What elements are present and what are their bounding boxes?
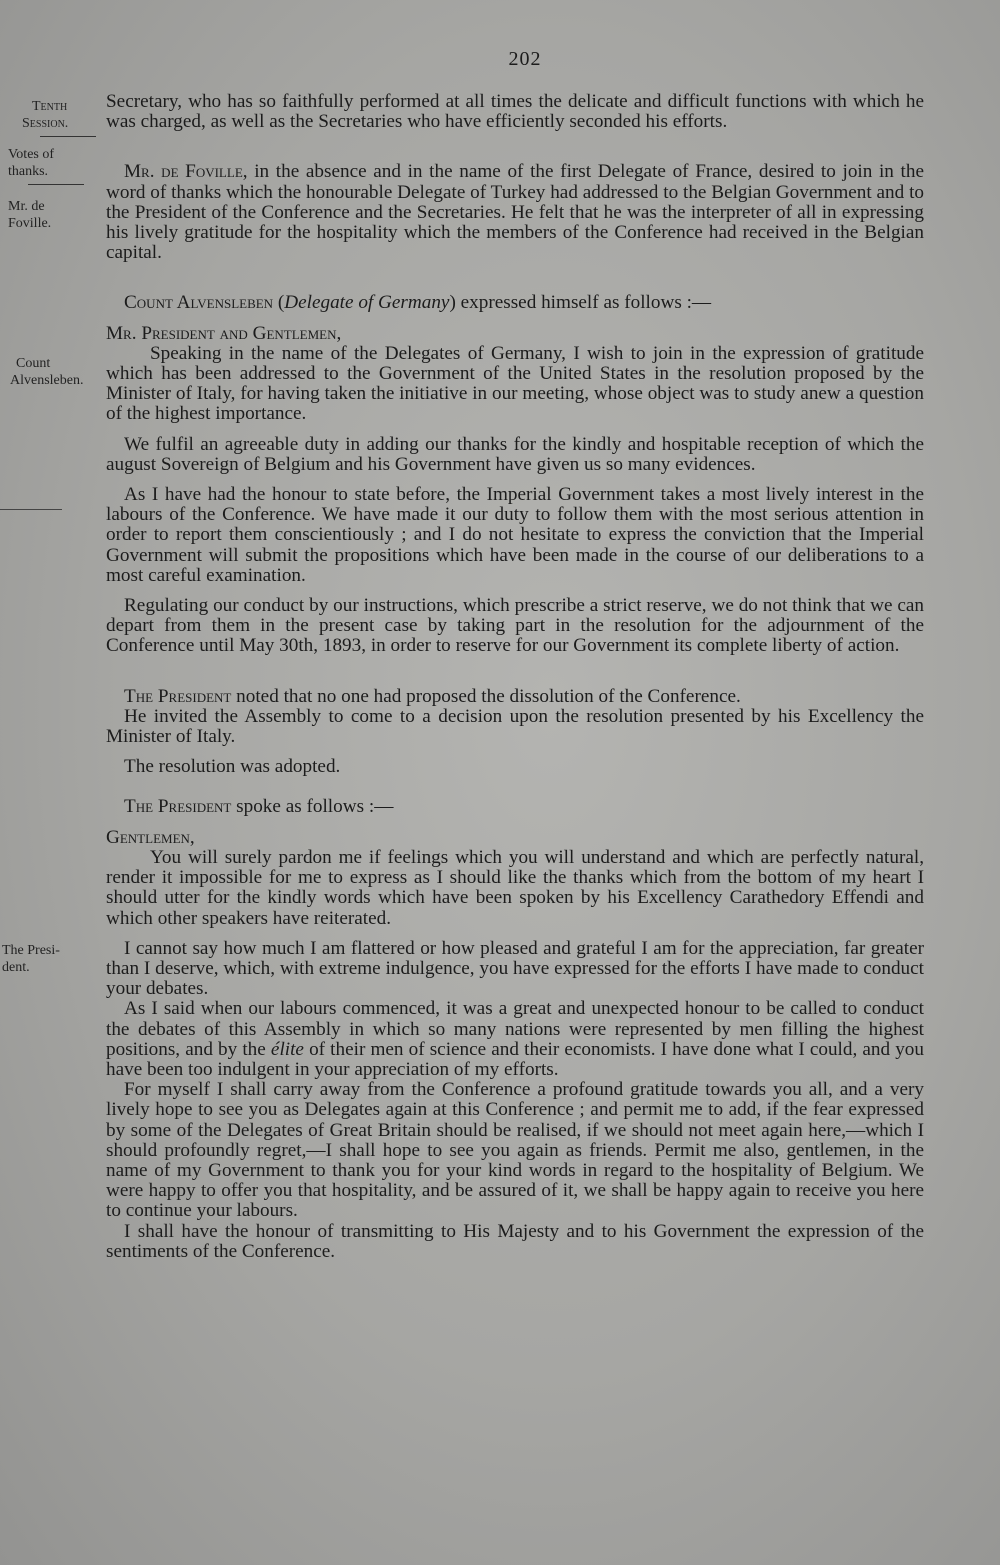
- paragraph-labours-commenced: [106, 999, 924, 1080]
- paren-open: (: [273, 292, 285, 314]
- margin-note-votes-line-1: Votes of: [8, 147, 55, 162]
- paragraph-president-noted: [106, 687, 924, 707]
- margin-note-president-line-2: dent.: [2, 960, 30, 975]
- margin-note-votes-line-2: thanks.: [8, 164, 49, 179]
- salutation-gentlemen: Gentlemen,: [106, 826, 195, 848]
- delegate-of-germany: Delegate of Germany: [284, 292, 450, 314]
- margin-note-session-line-2: Session.: [22, 116, 69, 131]
- paragraph-alvensleben-intro: [106, 293, 924, 313]
- paragraph-labours-commenced-a: As I said when our labours commenced, it was a great and unexpected honour to be called to conduct the debates of this Assembly in which so many nations were represented by men filling the highest positions, and by the: [106, 998, 924, 1060]
- margin-note-count: [10, 355, 110, 389]
- margin-note-foville-line-1: Mr. de: [8, 199, 45, 214]
- paragraph-resolution-adopted: The resolution was adopted.: [124, 756, 341, 778]
- paragraph-alvensleben-intro-text: ) expressed himself as follows :—: [449, 292, 712, 314]
- margin-note-session-line-1: Tenth: [32, 99, 68, 114]
- margin-note-count-line-2: Alvensleben.: [10, 373, 84, 388]
- paragraph-foville-text: in the absence and in the name of the first Delegate of France, desired to join in the word of thanks which the honourable Delegate of Turkey had addressed to the Belgian Government and to the President of the Conference and the Secretaries. He felt that he was the interpreter of all in expressing his lively gratitude for the hospitality which the members of the Conference had received in the Belgian capital.: [106, 161, 924, 264]
- margin-note-foville: [8, 198, 108, 232]
- margin-note-votes: [8, 146, 108, 189]
- page-number: 202: [508, 48, 542, 70]
- paragraph-speaking: Speaking in the name of the Delegates of Germany, I wish to join in the expression of gratitude which has been addressed to the Government of the United States in the resolution proposed by the Minister of Italy, for having taken the initiative in our meeting, whose object was to study anew a question of the highest importance.: [106, 342, 924, 425]
- margin-note-foville-line-2: Foville.: [8, 216, 52, 231]
- paragraph-regulating: Regulating our conduct by our instructions, which prescribe a strict reserve, we do not think that we can depart from them in the present case by taking part in the resolution for the adjournment of the Conference until May 30th, 1893, in order to reserve for our Government its complete liberty of action.: [106, 595, 924, 657]
- body-text: [106, 92, 924, 1262]
- paragraph-flattered: I cannot say how much I am flattered or how pleased and grateful I am for the appreciation, far greater than I deserve, which, with extreme indulgence, you have expressed for the efforts I have made to conduct your debates.: [106, 937, 924, 1000]
- speaker-president: The President: [124, 796, 232, 818]
- elite-word: élite: [270, 1038, 304, 1060]
- paragraph-imperial: As I have had the honour to state before, the Imperial Government takes a most lively interest in the labours of the Conference. We have made it our duty to follow them with the most serious attention in order to report them conscientiously ; and I do not hesitate to express the conviction that the Imperial Government will submit the propositions which have been made in the course of our deliberations to a most careful examination.: [106, 484, 924, 586]
- margin-note-count-line-1: Count: [16, 356, 51, 371]
- paragraph-secretary: Secretary, who has so faithfully performed at all times the delicate and difficult functions with which he was charged, as well as the Secretaries who have efficiently seconded his efforts.: [106, 91, 924, 133]
- paragraph-pardon: You will surely pardon me if feelings which you will understand and which are perfectly natural, render it impossible for me to express as I should like the thanks which from the bottom of my heart I should utter for the kindly words which have been spoken by his Excellency Carathedory Effendi and which other speakers have reiterated.: [106, 846, 924, 929]
- paragraph-for-myself: For myself I shall carry away from the Conference a profound gratitude towards you all, and a very lively hope to see you as Delegates again at this Conference ; and permit me to add, if the fear expressed by some of the Delegates of Great Britain should be realised, if we should not meet again here,—which I should profoundly regret,—I shall hope to see you again as friends. Permit me also, gentlemen, in the name of my Government to thank you for your kind words in regard to the hospitality of Belgium. We were happy to offer you that hospitality, and be assured of it, we shall be happy again to receive you here to continue your labours.: [106, 1079, 924, 1222]
- paragraph-president-spoke: [106, 797, 924, 817]
- speaker-foville: Mr. de Foville,: [124, 161, 248, 183]
- paragraph-fulfil: We fulfil an agreeable duty in adding our thanks for the kindly and hospitable reception of which the august Sovereign of Belgium and his Government have given us so many evidences.: [106, 433, 924, 475]
- paragraph-invited: He invited the Assembly to come to a decision upon the resolution presented by his Excellency the Minister of Italy.: [106, 705, 924, 748]
- margin-dash: [0, 509, 62, 510]
- margin-rule: [40, 136, 96, 137]
- margin-note-president-line-1: The Presi-: [2, 943, 60, 958]
- paragraph-foville: [106, 162, 924, 263]
- paragraph-transmitting: I shall have the honour of transmitting to His Majesty and to his Government the expression of the sentiments of the Conference.: [106, 1220, 924, 1262]
- speaker-president: The President: [124, 685, 232, 707]
- speaker-alvensleben: Count Alvensleben: [124, 292, 274, 314]
- salutation-president-gentlemen: Mr. President and Gentlemen,: [106, 322, 342, 344]
- paragraph-labours-commenced-b: of their men of science and their economists. I have done what I could, and you have been too indulgent in your appreciation of my efforts.: [106, 1038, 924, 1080]
- margin-rule: [28, 184, 84, 185]
- paragraph-president-spoke-text: spoke as follows :—: [231, 796, 394, 818]
- margin-note-president: [2, 942, 102, 976]
- paragraph-president-noted-text: noted that no one had proposed the dissolution of the Conference.: [231, 685, 741, 707]
